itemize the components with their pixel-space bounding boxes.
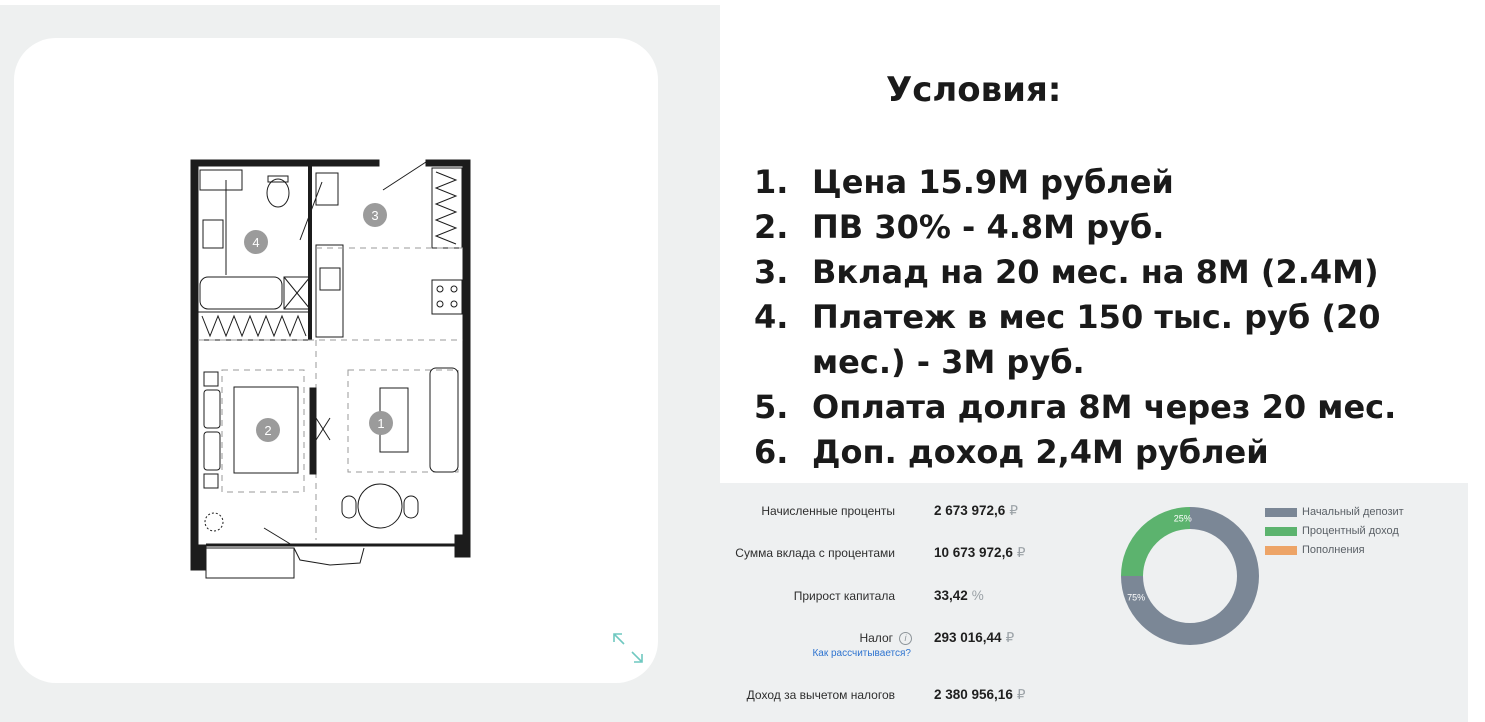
legend-swatch — [1265, 527, 1297, 536]
tax-how-link[interactable]: Как рассчитывается? — [812, 648, 911, 659]
entrance-door — [383, 162, 426, 190]
balcony-door — [264, 528, 292, 545]
capital-growth-value: 33,42 % — [934, 588, 984, 603]
deposit-donut-chart — [1115, 501, 1265, 651]
accrued-interest-label: Начисленные проценты — [761, 504, 895, 518]
expand-icon[interactable] — [610, 630, 646, 666]
donut-slice-label: 75% — [1127, 592, 1146, 603]
condition-item: 5. Оплата долга 8М через 20 мес. — [754, 388, 1397, 426]
condition-item: 2. ПВ 30% - 4.8М руб. — [754, 208, 1165, 246]
room-number-4: 4 — [252, 235, 260, 250]
wall-bottom-right — [455, 535, 470, 557]
plant — [205, 513, 223, 531]
wall-right — [463, 160, 470, 542]
tax-label: Налог i — [859, 631, 912, 645]
conditions-title: Условия: — [886, 70, 1062, 110]
burner-1 — [437, 286, 443, 292]
room-marker-1 — [369, 411, 393, 435]
room-number-3: 3 — [371, 208, 379, 223]
bathtub — [200, 277, 282, 309]
deposit-calculator: Начисленные проценты 2 673 972,6 ₽ Сумма вклада с процентами 10 673 972,6 ₽ Прирост капитала 33,42 % Налог i 293 016,44 ₽ Как рассчитывается? Доход за вычетом налогов 2 380 956,16 ₽ 75% 25% Начальный депозит Процентный доход Пополнения — [720, 483, 1468, 722]
donut-slice-label: 25% — [1173, 513, 1192, 524]
legend-swatch — [1265, 546, 1297, 555]
wall-top-left — [191, 160, 379, 166]
donut-slice — [1132, 518, 1190, 576]
accrued-interest-value: 2 673 972,6 ₽ — [934, 503, 1018, 518]
ruble-icon: ₽ — [1009, 503, 1018, 518]
wardrobe-entrance-hatch — [436, 172, 456, 244]
burner-4 — [451, 301, 457, 307]
stove — [432, 280, 462, 314]
kitchen-sink — [320, 268, 340, 290]
room-marker-2 — [256, 418, 280, 442]
room-marker-3 — [363, 203, 387, 227]
burner-2 — [451, 286, 457, 292]
condition-item: 1. Цена 15.9М рублей — [754, 163, 1174, 201]
bath-sink — [203, 220, 223, 248]
floorplan-drawing — [14, 38, 658, 683]
dining-table — [358, 484, 402, 528]
pillow-1 — [204, 390, 220, 428]
condition-item: 4. Платеж в мес 150 тыс. руб (20 мес.) - 3М руб. — [754, 298, 1381, 381]
conditions-list — [754, 160, 1452, 475]
info-icon[interactable]: i — [899, 632, 912, 645]
toilet — [267, 179, 289, 207]
net-income-label: Доход за вычетом налогов — [746, 688, 895, 702]
ruble-icon: ₽ — [1016, 687, 1026, 702]
wardrobe-hatch — [202, 316, 306, 336]
deposit-total-label: Сумма вклада с процентами — [735, 546, 895, 560]
nightstand-1 — [204, 372, 218, 386]
nightstand-2 — [204, 474, 218, 488]
pillow-2 — [204, 432, 220, 470]
burner-3 — [437, 301, 443, 307]
room-marker-4 — [244, 230, 268, 254]
capital-growth-label: Прирост капитала — [793, 589, 895, 603]
sofa — [430, 368, 458, 472]
balcony — [206, 548, 294, 578]
room-number-2: 2 — [264, 423, 272, 438]
condition-item: 6. Доп. доход 2,4М рублей — [754, 433, 1269, 471]
kitchen-counter — [316, 245, 343, 337]
wall-bottom-left — [191, 545, 206, 570]
partition — [310, 388, 316, 474]
living-zone — [348, 370, 458, 472]
percent-icon: % — [971, 588, 984, 603]
ruble-icon: ₽ — [1016, 545, 1026, 560]
chair-1 — [342, 496, 356, 518]
legend-swatch — [1265, 508, 1297, 517]
net-income-value: 2 380 956,16 ₽ — [934, 687, 1026, 702]
chair-2 — [404, 496, 418, 518]
tax-value: 293 016,44 ₽ — [934, 630, 1015, 645]
wall-left — [191, 160, 198, 570]
balcony-bay — [294, 548, 364, 565]
floorplan-card — [14, 38, 658, 683]
ruble-icon: ₽ — [1005, 630, 1015, 645]
washer — [200, 170, 242, 190]
room-number-1: 1 — [377, 416, 385, 431]
condition-item: 3. Вклад на 20 мес. на 8М (2.4М) — [754, 253, 1379, 291]
floorplan-panel — [0, 5, 720, 722]
deposit-total-value: 10 673 972,6 ₽ — [934, 545, 1026, 560]
